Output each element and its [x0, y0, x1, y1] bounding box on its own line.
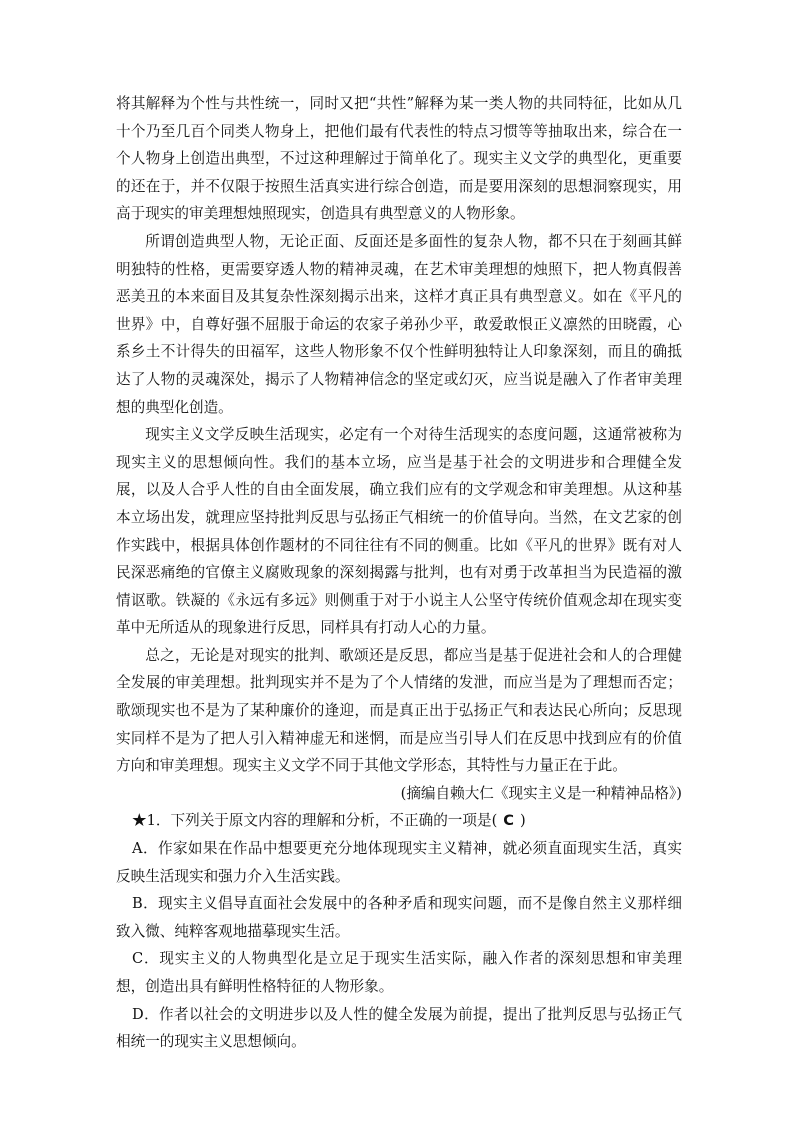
question-stem-text: ★1．下列关于原文内容的理解和分析，不正确的一项是( — [132, 812, 498, 830]
question-stem-close: ) — [520, 812, 526, 830]
document-page — [116, 90, 682, 1056]
paragraph-2: 所谓创造典型人物，无论正面、反面还是多面性的复杂人物，都不只在于刻画其鲜明独特的性格，更需要穿透人物的精神灵魂，在艺术审美理想的烛照下，把人物真假善恶美丑的本来面目及其复杂性深刻揭示出来，这样才真正具有典型意义。如在《平凡的世界》中，自尊好强不屈服于命运的农家子弟孙少平，敢爱敢恨正义凛然的田晓霞，心系乡土不计得失的田福军，这些人物形象不仅个性鲜明独特让人印象深刻，而且的确抵达了人物的灵魂深处，揭示了人物精神信念的坚定或幻灭，应当说是融入了作者审美理想的典型化创造。 — [116, 232, 682, 416]
option-d: D．作者以社会的文明进步以及人性的健全发展为前提，提出了批判反思与弘扬正气相统一的现实主义思想倾向。 — [116, 1005, 682, 1051]
question-answer: C — [503, 812, 514, 830]
paragraph-4: 总之，无论是对现实的批判、歌颂还是反思，都应当是基于促进社会和人的合理健全发展的审美理想。批判现实并不是为了个人情绪的发泄，而应当是为了理想而否定；歌颂现实也不是为了某种廉价的逢迎，而是真正出于弘扬正气和表达民心所向；反思现实同样不是为了把人引入精神虚无和迷惘，而是应当引导人们在反思中找到应有的价值方向和审美理想。现实主义文学不同于其他文学形态，其特性与力量正在于此。 — [116, 646, 682, 775]
option-a: A．作家如果在作品中想要更充分地体现现实主义精神，就必须直面现实生活，真实反映生活现实和强力介入生活实践。 — [116, 840, 682, 885]
option-c: C．现实主义的人物典型化是立足于现实生活实际，融入作者的深刻思想和审美理想，创造出具有鲜明性格特征的人物形象。 — [116, 950, 682, 995]
option-b: B．现实主义倡导直面社会发展中的各种矛盾和现实问题，而不是像自然主义那样细致入微、纯粹客观地描摹现实生活。 — [116, 895, 682, 940]
question-stem — [116, 807, 682, 835]
paragraph-1: 将其解释为个性与共性统一，同时又把“共性”解释为某一类人物的共同特征，比如从几十个乃至几百个同类人物身上，把他们最有代表性的特点习惯等等抽取出来，综合在一个人物身上创造出典型，不过这种理解过于简单化了。现实主义文学的典型化，更重要的还在于，并不仅限于按照生活真实进行综合创造，而是要用深刻的思想洞察现实，用高于现实的审美理想烛照现实，创造具有典型意义的人物形象。 — [116, 95, 682, 223]
paragraph-3: 现实主义文学反映生活现实，必定有一个对待生活现实的态度问题，这通常被称为现实主义的思想倾向性。我们的基本立场，应当是基于社会的文明进步和合理健全发展，以及人合乎人性的自由全面发展，确立我们应有的文学观念和审美理想。从这种基本立场出发，就理应坚持批判反思与弘扬正气相统一的价值导向。当然，在文艺家的创作实践中，根据具体创作题材的不同往往有不同的侧重。比如《平凡的世界》既有对人民深恶痛绝的官僚主义腐败现象的深刻揭露与批判，也有对勇于改革担当为民造福的激情讴歌。铁凝的《永远有多远》则侧重于对于小说主人公坚守传统价值观念却在现实变革中无所适从的现象进行反思，同样具有打动人心的力量。 — [116, 426, 682, 637]
source-citation: (摘编自赖大仁《现实主义是一种精神品格》) — [400, 784, 682, 802]
